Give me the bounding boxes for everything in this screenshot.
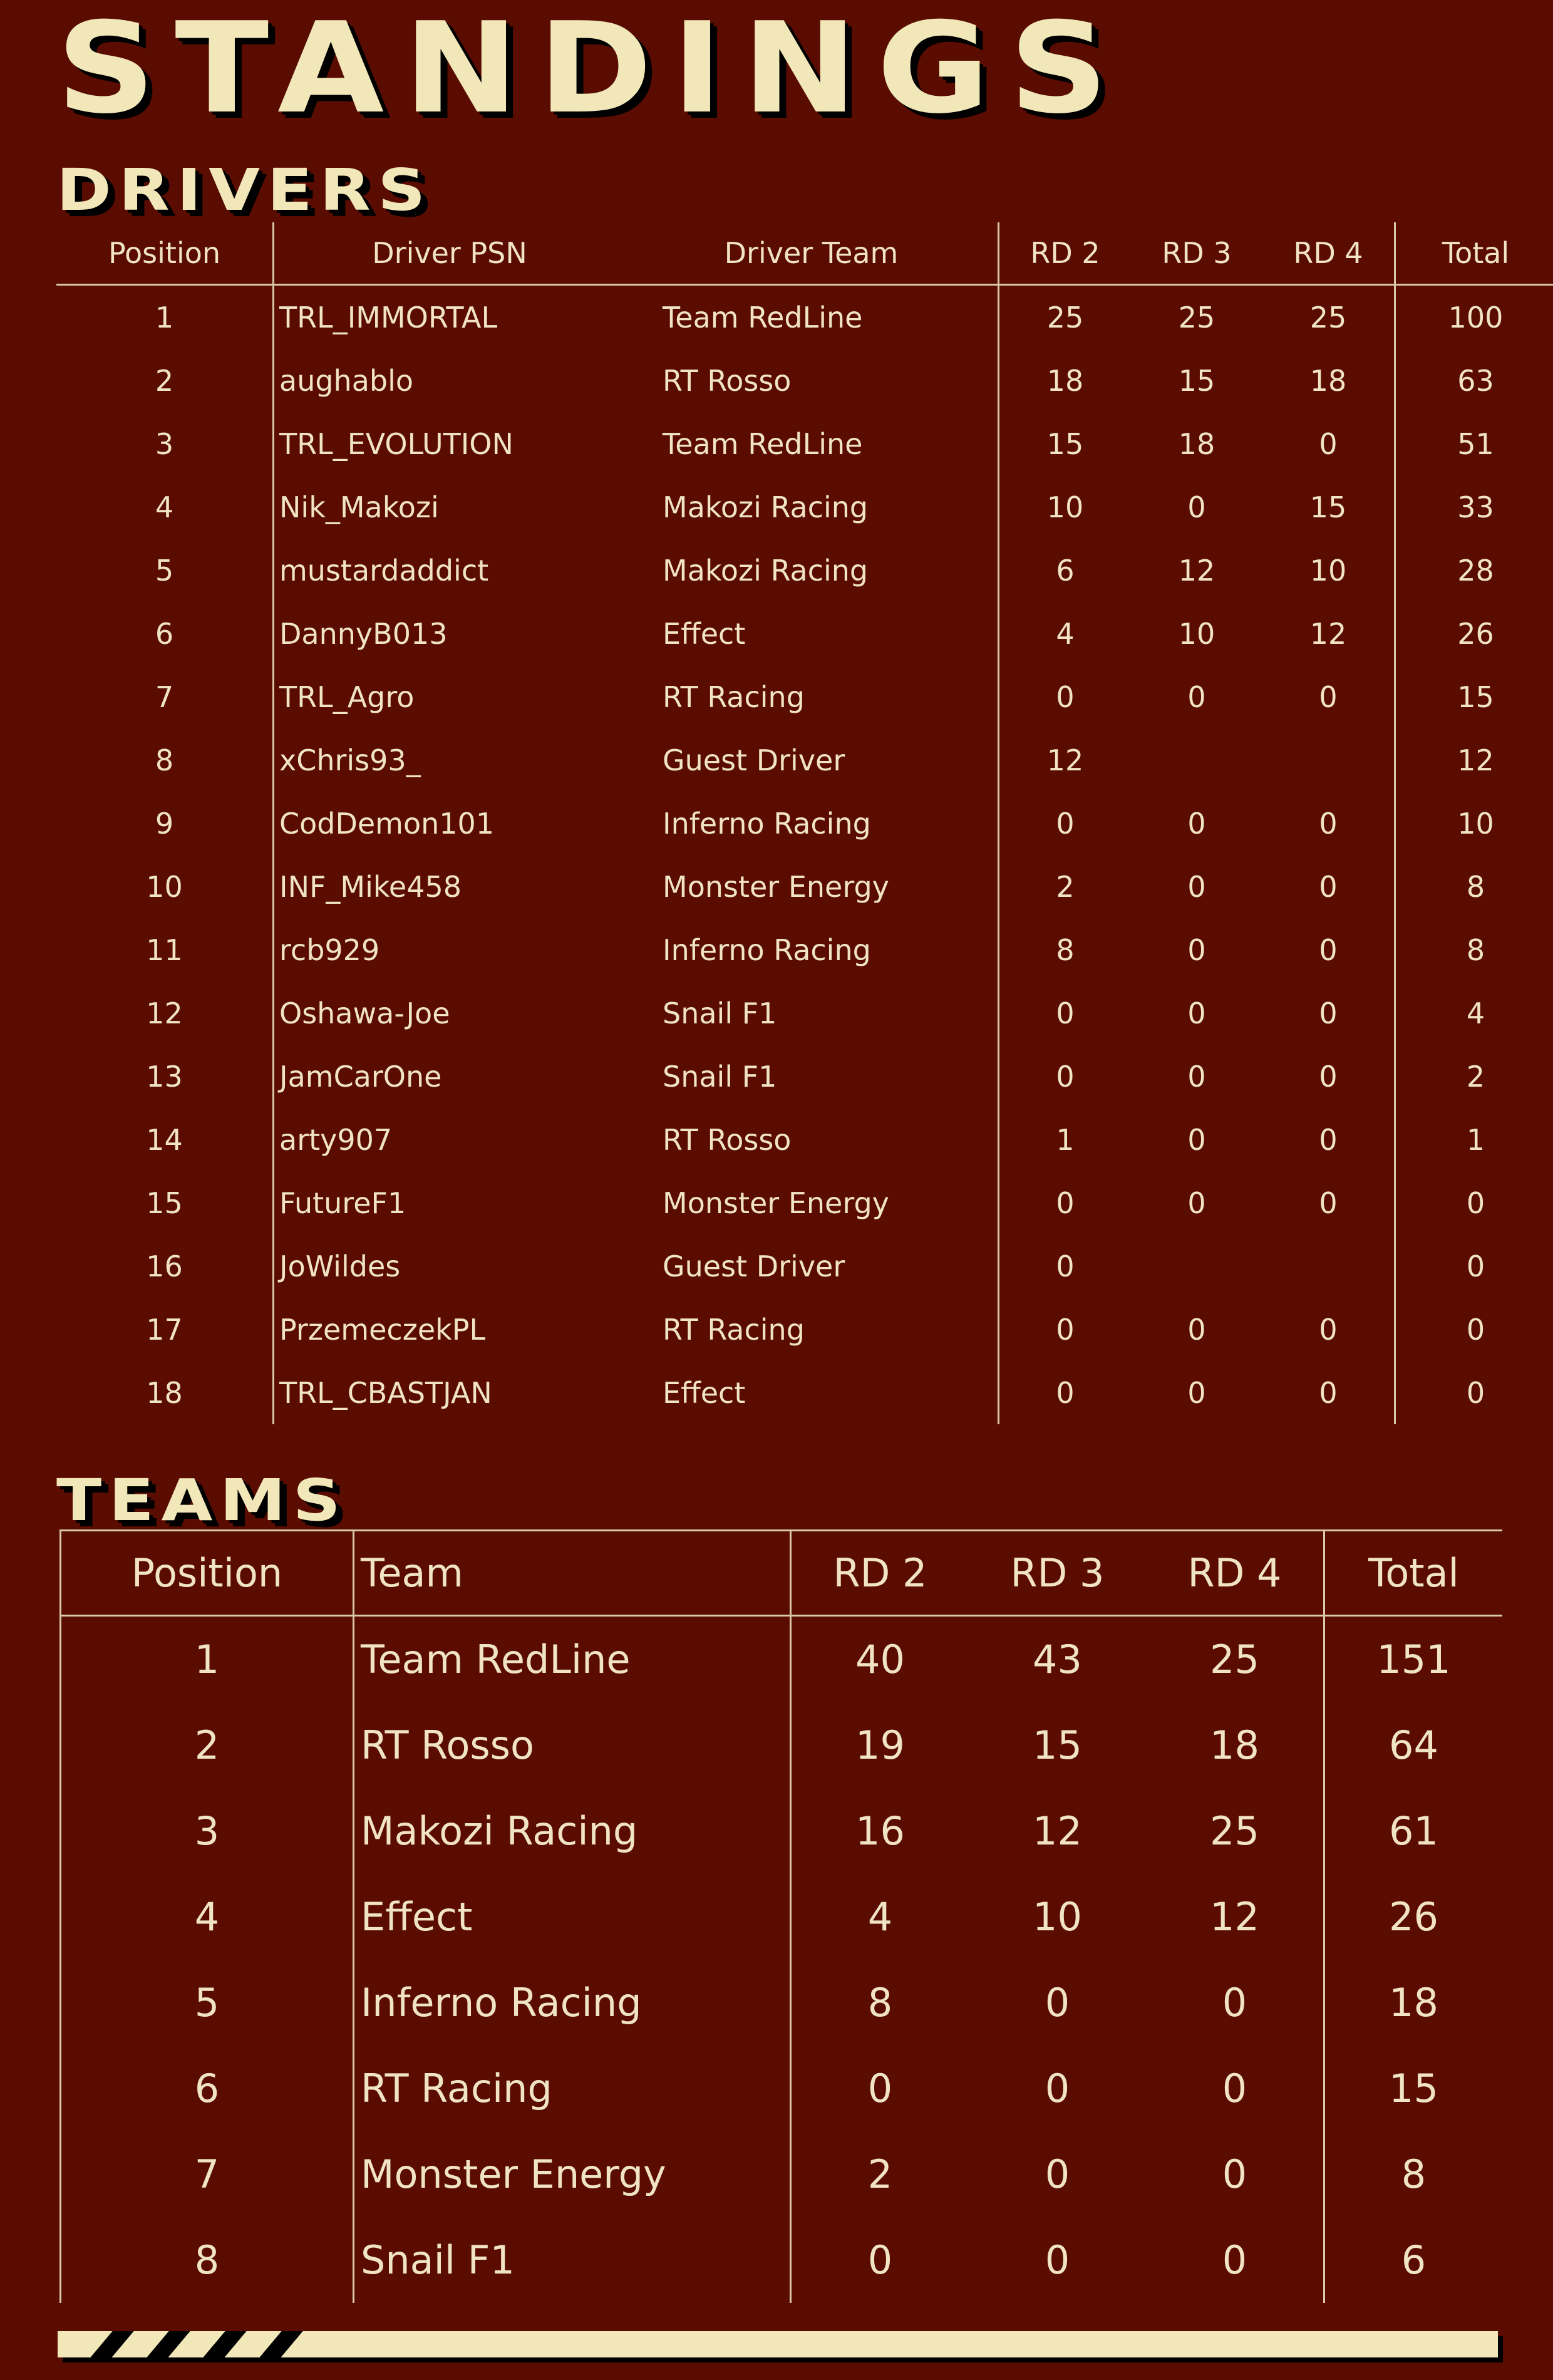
driver-rd3 — [1131, 728, 1262, 792]
driver-psn: rcb929 — [279, 933, 380, 967]
driver-team: Snail F1 — [625, 1045, 999, 1108]
driver-team: RT Racing — [625, 665, 999, 728]
stripe-decoration — [203, 2331, 246, 2357]
driver-team: Effect — [625, 1361, 999, 1424]
team-rd3: 12 — [1033, 1808, 1082, 1854]
driver-psn: TRL_EVOLUTION — [279, 427, 513, 461]
column-header-total: Total — [1324, 1531, 1503, 1616]
driver-rd4: 12 — [1262, 602, 1395, 665]
driver-rd2: 0 — [1056, 1249, 1075, 1283]
team-position: 7 — [61, 2131, 354, 2217]
team-rd3: 43 — [1033, 1637, 1082, 1682]
driver-rd2: 15 — [1046, 427, 1084, 461]
team-rd3: 0 — [1045, 2151, 1070, 2197]
column-header-driver-psn: Driver PSN — [274, 222, 626, 285]
driver-rd2: 0 — [1056, 1059, 1075, 1094]
table-row — [56, 918, 1553, 981]
team-total: 64 — [1389, 1722, 1438, 1768]
driver-psn: xChris93_ — [279, 743, 421, 777]
page-title: STANDINGS — [56, 0, 1128, 142]
driver-rd3 — [1131, 1234, 1262, 1298]
driver-psn: JamCarOne — [279, 1059, 442, 1094]
driver-rd3: 10 — [1178, 616, 1215, 651]
driver-team: Team RedLine — [625, 285, 999, 349]
teams-header-row — [61, 1531, 1503, 1616]
table-row — [61, 1960, 1503, 2046]
driver-total: 4 — [1466, 996, 1485, 1030]
driver-team: Makozi Racing — [625, 539, 999, 602]
driver-rd4: 0 — [1262, 1171, 1395, 1234]
driver-team: Inferno Racing — [625, 792, 999, 855]
driver-position: 10 — [56, 855, 274, 918]
stripe-decoration — [90, 2331, 133, 2357]
driver-rd2: 0 — [1056, 806, 1075, 841]
column-header-position: Position — [56, 222, 274, 285]
driver-total: 12 — [1457, 743, 1494, 777]
column-header-team: Team — [354, 1531, 791, 1616]
driver-rd4: 18 — [1262, 349, 1395, 412]
driver-rd4: 0 — [1262, 665, 1395, 728]
table-row — [56, 728, 1553, 792]
driver-total: 0 — [1466, 1312, 1485, 1347]
driver-psn: TRL_IMMORTAL — [279, 300, 498, 334]
driver-rd4: 0 — [1262, 412, 1395, 475]
driver-total: 15 — [1457, 680, 1494, 714]
team-position: 1 — [61, 1616, 354, 1703]
driver-position: 11 — [56, 918, 274, 981]
driver-rd3: 0 — [1187, 933, 1206, 967]
driver-psn: Oshawa-Joe — [279, 996, 450, 1030]
team-rd4: 0 — [1146, 1960, 1324, 2046]
column-header-rd3: RD 3 — [1131, 222, 1262, 285]
table-row — [56, 539, 1553, 602]
driver-rd4: 25 — [1262, 285, 1395, 349]
column-header-rd2: RD 2 — [791, 1531, 969, 1616]
team-rd2: 0 — [867, 2237, 893, 2283]
driver-total: 51 — [1457, 427, 1494, 461]
team-rd4: 0 — [1146, 2131, 1324, 2217]
drivers-heading: DRIVERS — [56, 157, 433, 224]
team-total: 15 — [1389, 2066, 1438, 2111]
team-name: Snail F1 — [354, 2217, 791, 2303]
table-row — [61, 2046, 1503, 2131]
driver-total: 63 — [1457, 363, 1494, 398]
teams-standings-table — [59, 1529, 1502, 2303]
driver-team: Monster Energy — [625, 855, 999, 918]
driver-rd3: 0 — [1187, 869, 1206, 904]
driver-rd4: 0 — [1262, 1045, 1395, 1108]
team-rd3: 15 — [1033, 1722, 1082, 1768]
driver-rd4: 0 — [1262, 1298, 1395, 1361]
driver-position: 17 — [56, 1298, 274, 1361]
driver-position: 2 — [56, 349, 274, 412]
driver-rd2: 0 — [1056, 1186, 1075, 1220]
driver-team: Effect — [625, 602, 999, 665]
table-row — [56, 665, 1553, 728]
driver-team: Snail F1 — [625, 981, 999, 1045]
column-header-rd3: RD 3 — [969, 1531, 1146, 1616]
table-row — [61, 2131, 1503, 2217]
table-row — [61, 2217, 1503, 2303]
stripe-decoration — [259, 2331, 302, 2357]
team-rd2: 8 — [867, 1980, 893, 2026]
driver-rd2: 0 — [1056, 1312, 1075, 1347]
driver-total: 1 — [1466, 1122, 1485, 1157]
driver-position: 5 — [56, 539, 274, 602]
team-rd3: 0 — [1045, 1980, 1070, 2026]
team-name: Team RedLine — [354, 1616, 791, 1703]
driver-team: Makozi Racing — [625, 475, 999, 539]
driver-rd3: 25 — [1178, 300, 1215, 334]
driver-psn: Nik_Makozi — [279, 490, 439, 524]
drivers-header-row — [56, 222, 1553, 285]
driver-total: 8 — [1466, 869, 1485, 904]
team-total: 26 — [1389, 1894, 1438, 1940]
driver-total: 10 — [1457, 806, 1494, 841]
table-row — [56, 981, 1553, 1045]
driver-psn: arty907 — [279, 1122, 393, 1157]
driver-team: RT Racing — [625, 1298, 999, 1361]
driver-rd2: 8 — [1056, 933, 1075, 967]
driver-psn: TRL_CBASTJAN — [279, 1375, 492, 1410]
driver-position: 6 — [56, 602, 274, 665]
driver-rd4: 0 — [1262, 1361, 1395, 1424]
driver-rd2: 0 — [1056, 996, 1075, 1030]
driver-rd2: 2 — [1056, 869, 1075, 904]
team-name: RT Racing — [354, 2046, 791, 2131]
driver-total: 0 — [1466, 1186, 1485, 1220]
stripe-decoration — [147, 2331, 190, 2357]
team-rd4: 18 — [1146, 1702, 1324, 1788]
team-total: 151 — [1376, 1637, 1451, 1682]
table-row — [56, 475, 1553, 539]
driver-position: 18 — [56, 1361, 274, 1424]
column-header-rd4: RD 4 — [1262, 222, 1395, 285]
team-position: 3 — [61, 1788, 354, 1874]
team-rd4: 0 — [1146, 2046, 1324, 2131]
table-row — [56, 1234, 1553, 1298]
driver-psn: PrzemeczekPL — [279, 1312, 486, 1347]
driver-position: 12 — [56, 981, 274, 1045]
driver-rd2: 18 — [1046, 363, 1084, 398]
team-total: 8 — [1401, 2151, 1427, 2197]
driver-position: 1 — [56, 285, 274, 349]
table-row — [56, 1108, 1553, 1171]
team-rd2: 19 — [855, 1722, 905, 1768]
table-row — [61, 1616, 1503, 1703]
drivers-standings-table — [56, 222, 1553, 1424]
driver-team: RT Rosso — [625, 1108, 999, 1171]
driver-rd3: 18 — [1178, 427, 1215, 461]
driver-rd3: 15 — [1178, 363, 1215, 398]
driver-position: 3 — [56, 412, 274, 475]
driver-rd3: 0 — [1187, 490, 1206, 524]
driver-rd2: 25 — [1046, 300, 1084, 334]
team-rd2: 40 — [855, 1637, 905, 1682]
team-name: Effect — [354, 1874, 791, 1960]
teams-heading: TEAMS — [56, 1467, 348, 1534]
driver-psn: aughablo — [279, 363, 414, 398]
table-row — [56, 285, 1553, 349]
table-row — [56, 792, 1553, 855]
driver-rd4 — [1262, 1234, 1395, 1298]
driver-rd4: 0 — [1262, 855, 1395, 918]
team-rd2: 4 — [867, 1894, 893, 1940]
driver-total: 28 — [1457, 553, 1494, 587]
driver-rd2: 4 — [1056, 616, 1075, 651]
team-position: 8 — [61, 2217, 354, 2303]
driver-rd4: 10 — [1262, 539, 1395, 602]
driver-rd3: 0 — [1187, 996, 1206, 1030]
team-rd4: 12 — [1146, 1874, 1324, 1960]
driver-rd2: 12 — [1046, 743, 1084, 777]
driver-rd3: 12 — [1178, 553, 1215, 587]
table-row — [61, 1874, 1503, 1960]
column-header-total: Total — [1395, 222, 1553, 285]
team-name: Makozi Racing — [354, 1788, 791, 1874]
driver-rd3: 0 — [1187, 806, 1206, 841]
driver-total: 0 — [1466, 1249, 1485, 1283]
team-rd2: 16 — [855, 1808, 905, 1854]
team-position: 5 — [61, 1960, 354, 2046]
driver-team: Guest Driver — [625, 728, 999, 792]
team-rd3: 0 — [1045, 2066, 1070, 2111]
table-row — [61, 1788, 1503, 1874]
driver-rd2: 10 — [1046, 490, 1084, 524]
driver-psn: JoWildes — [279, 1249, 401, 1283]
team-name: Monster Energy — [354, 2131, 791, 2217]
team-rd3: 10 — [1033, 1894, 1082, 1940]
driver-rd3: 0 — [1187, 1186, 1206, 1220]
driver-rd4: 0 — [1262, 981, 1395, 1045]
team-total: 18 — [1389, 1980, 1438, 2026]
table-row — [61, 1702, 1503, 1788]
team-name: Inferno Racing — [354, 1960, 791, 2046]
driver-total: 2 — [1466, 1059, 1485, 1094]
team-position: 2 — [61, 1702, 354, 1788]
column-header-driver-team: Driver Team — [625, 222, 999, 285]
driver-rd4: 0 — [1262, 918, 1395, 981]
driver-rd3: 0 — [1187, 680, 1206, 714]
driver-total: 0 — [1466, 1375, 1485, 1410]
decorative-footer-bar — [58, 2331, 1498, 2357]
driver-position: 14 — [56, 1108, 274, 1171]
driver-psn: CodDemon101 — [279, 806, 495, 841]
team-rd4: 0 — [1146, 2217, 1324, 2303]
team-rd2: 2 — [867, 2151, 893, 2197]
driver-total: 100 — [1448, 300, 1504, 334]
driver-psn: FutureF1 — [279, 1186, 406, 1220]
driver-rd3: 0 — [1187, 1122, 1206, 1157]
driver-rd3: 0 — [1187, 1059, 1206, 1094]
team-position: 6 — [61, 2046, 354, 2131]
driver-team: Monster Energy — [625, 1171, 999, 1234]
driver-team: RT Rosso — [625, 349, 999, 412]
driver-position: 9 — [56, 792, 274, 855]
table-row — [56, 412, 1553, 475]
driver-total: 8 — [1466, 933, 1485, 967]
driver-position: 4 — [56, 475, 274, 539]
driver-position: 7 — [56, 665, 274, 728]
table-row — [56, 349, 1553, 412]
table-row — [56, 1045, 1553, 1108]
driver-total: 33 — [1457, 490, 1494, 524]
team-rd4: 25 — [1146, 1616, 1324, 1703]
driver-psn: TRL_Agro — [279, 680, 415, 714]
driver-psn: INF_Mike458 — [279, 869, 462, 904]
column-header-position: Position — [61, 1531, 354, 1616]
team-rd3: 0 — [1045, 2237, 1070, 2283]
driver-rd4 — [1262, 728, 1395, 792]
team-rd2: 0 — [867, 2066, 893, 2111]
driver-team: Inferno Racing — [625, 918, 999, 981]
driver-position: 8 — [56, 728, 274, 792]
driver-rd2: 0 — [1056, 1375, 1075, 1410]
driver-position: 15 — [56, 1171, 274, 1234]
table-row — [56, 602, 1553, 665]
table-row — [56, 1171, 1553, 1234]
driver-rd3: 0 — [1187, 1375, 1206, 1410]
team-rd4: 25 — [1146, 1788, 1324, 1874]
team-total: 6 — [1401, 2237, 1427, 2283]
column-header-rd4: RD 4 — [1146, 1531, 1324, 1616]
driver-team: Guest Driver — [625, 1234, 999, 1298]
team-total: 61 — [1389, 1808, 1438, 1854]
driver-rd2: 6 — [1056, 553, 1075, 587]
driver-rd2: 0 — [1056, 680, 1075, 714]
table-row — [56, 1298, 1553, 1361]
driver-position: 13 — [56, 1045, 274, 1108]
driver-team: Team RedLine — [625, 412, 999, 475]
driver-rd3: 0 — [1187, 1312, 1206, 1347]
driver-position: 16 — [56, 1234, 274, 1298]
driver-total: 26 — [1457, 616, 1494, 651]
table-row — [56, 855, 1553, 918]
team-name: RT Rosso — [354, 1702, 791, 1788]
team-position: 4 — [61, 1874, 354, 1960]
driver-rd4: 0 — [1262, 792, 1395, 855]
column-header-rd2: RD 2 — [999, 222, 1132, 285]
driver-psn: mustardaddict — [279, 553, 489, 587]
driver-rd4: 0 — [1262, 1108, 1395, 1171]
table-row — [56, 1361, 1553, 1424]
driver-rd2: 1 — [1056, 1122, 1075, 1157]
driver-rd4: 15 — [1262, 475, 1395, 539]
driver-psn: DannyB013 — [279, 616, 448, 651]
